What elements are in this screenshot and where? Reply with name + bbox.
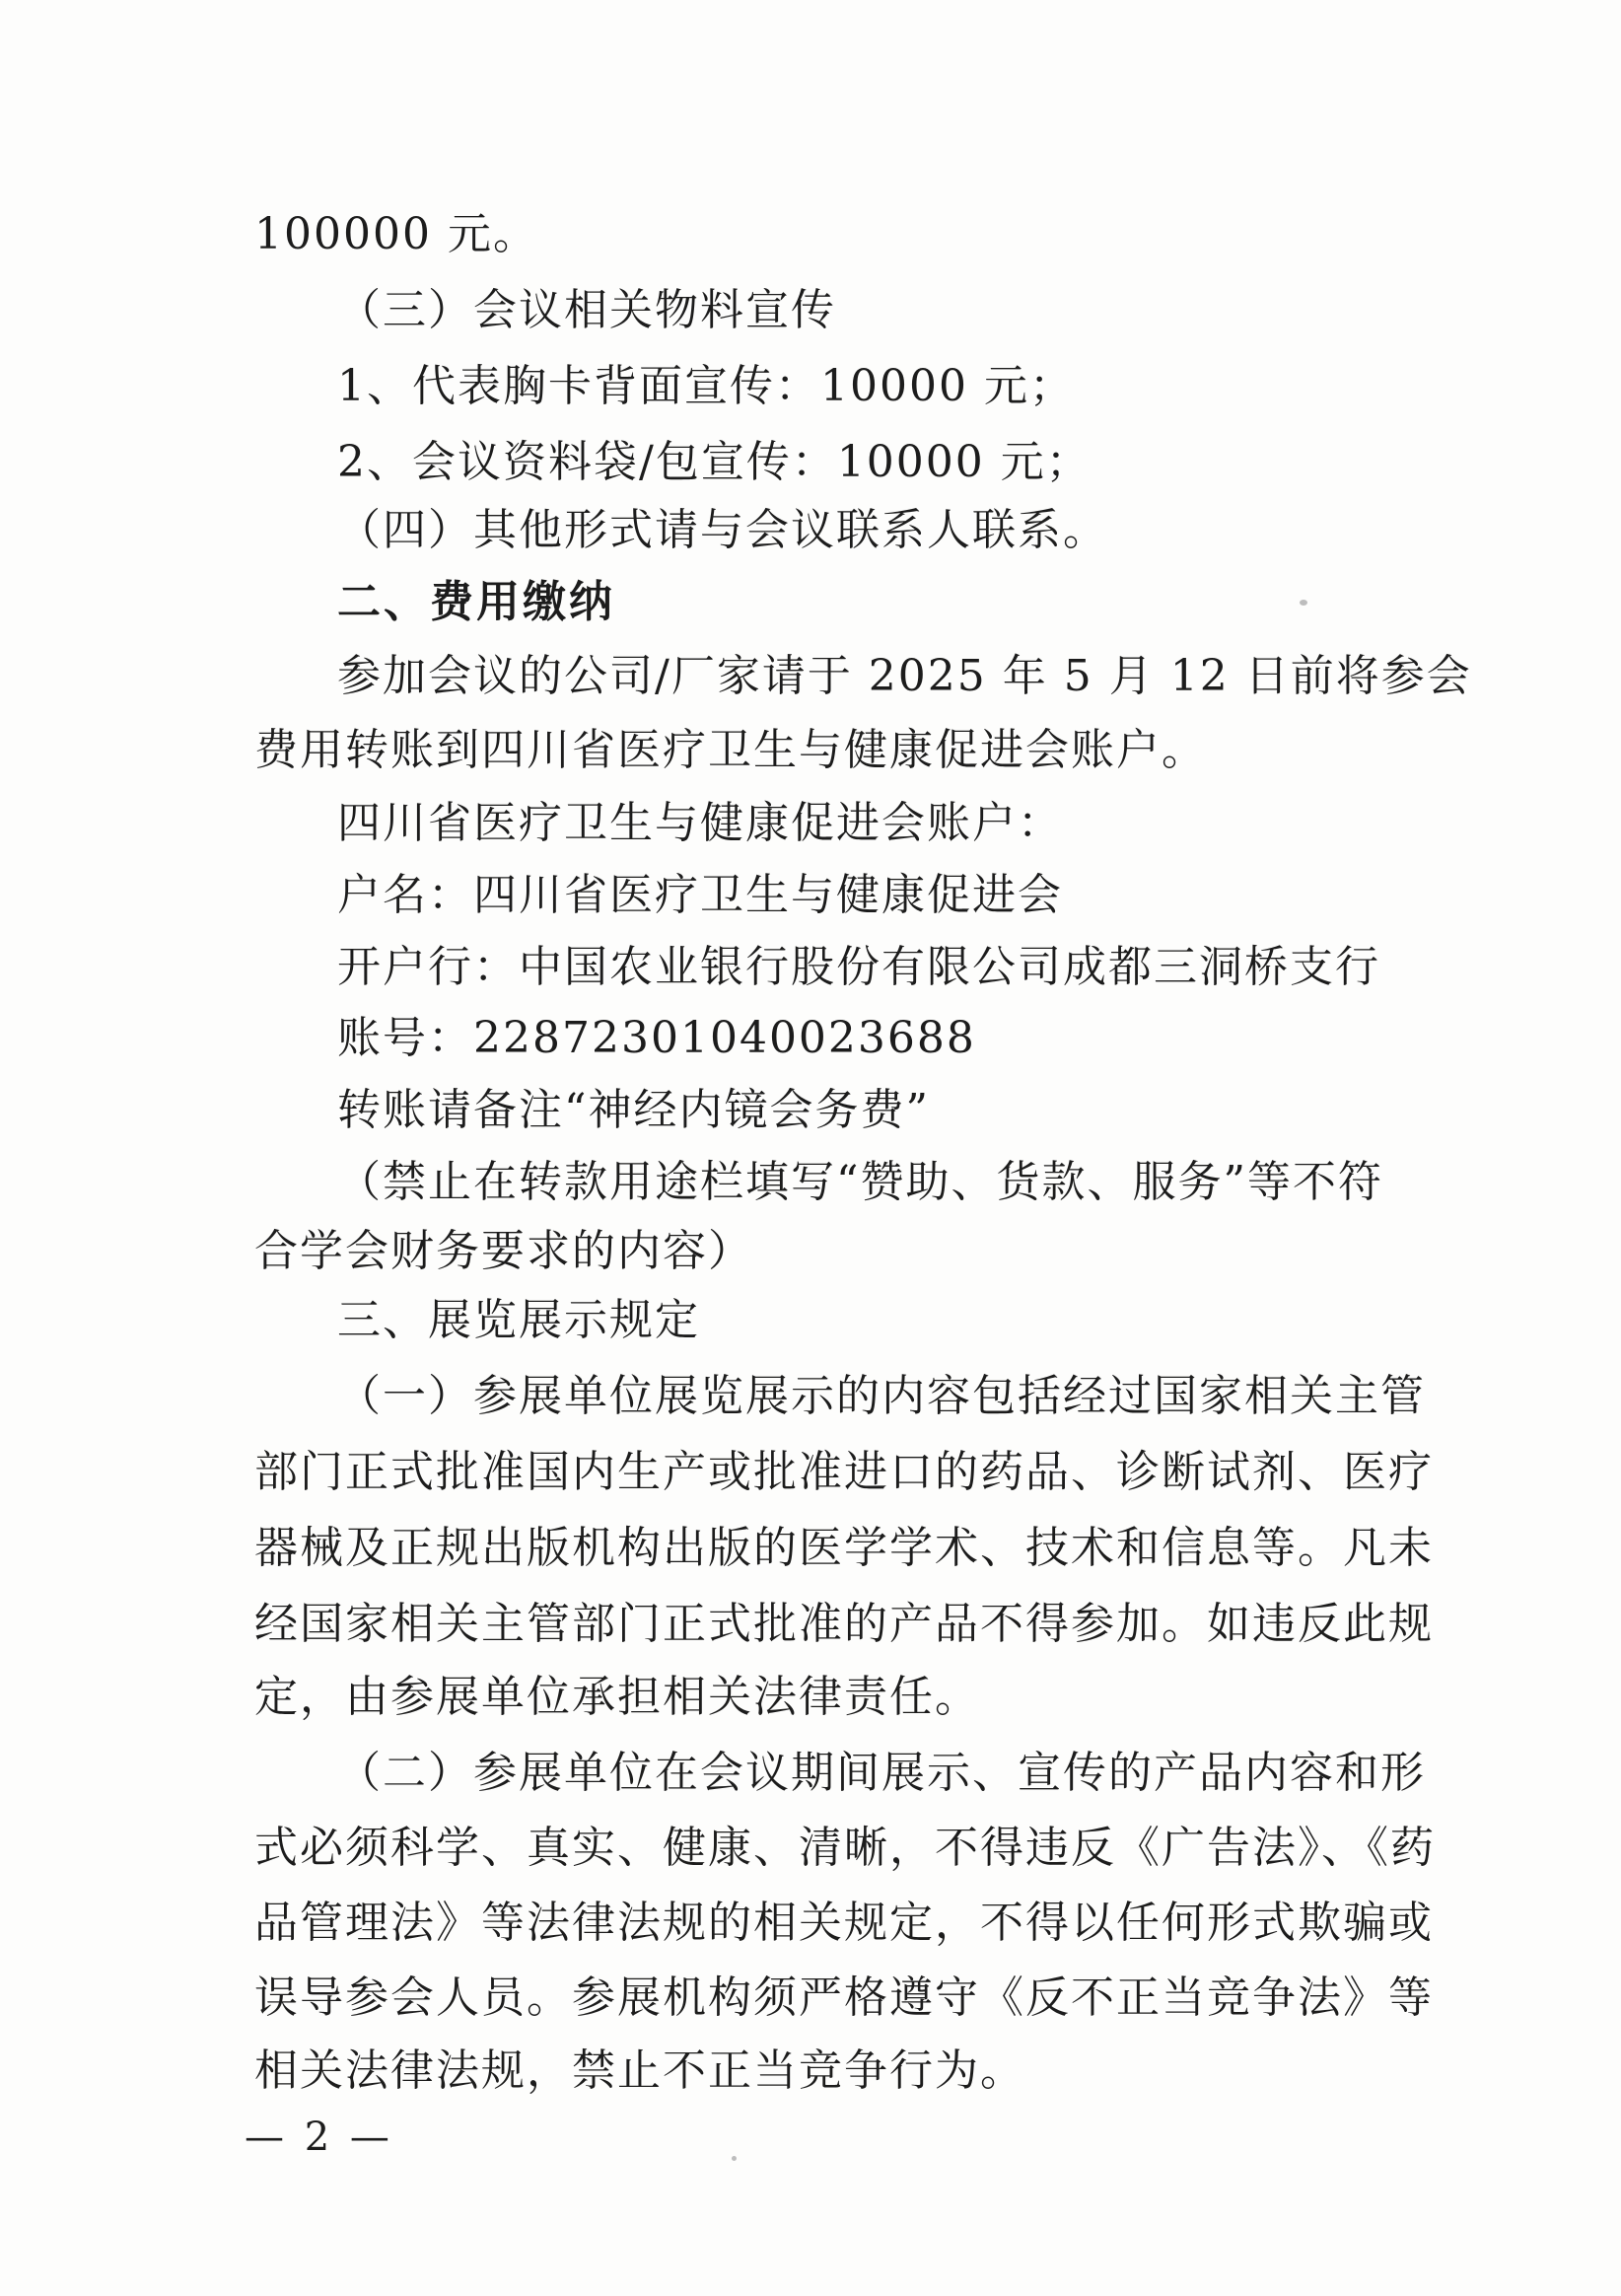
transfer-note: 转账请备注“神经内镜会务费” — [337, 1085, 930, 1135]
text-line: 部门正式批准国内生产或批准进口的药品、诊断试剂、医疗 — [254, 1447, 1434, 1497]
text-line: 100000 元。 — [254, 209, 538, 259]
text-line: 式必须科学、真实、健康、清晰，不得违反《广告法》、《药 — [254, 1823, 1436, 1873]
page-number: — 2 — — [245, 2115, 393, 2160]
section-heading-fees: 二、费用缴纳 — [337, 577, 615, 627]
text-line: （禁止在转款用途栏填写“赞助、货款、服务”等不符 — [337, 1157, 1383, 1207]
text-line: 2、会议资料袋/包宣传：10000 元； — [337, 437, 1092, 487]
text-line: （四）其他形式请与会议联系人联系。 — [337, 505, 1108, 555]
text-line: 相关法律法规，禁止不正当竞争行为。 — [254, 2045, 1025, 2096]
text-line: 器械及正规出版机构出版的医学学术、技术和信息等。凡未 — [254, 1523, 1434, 1573]
account-number: 账号：22872301040023688 — [337, 1013, 976, 1063]
text-line: 费用转账到四川省医疗卫生与健康促进会账户。 — [254, 725, 1207, 775]
text-line: 经国家相关主管部门正式批准的产品不得参加。如违反此规 — [254, 1599, 1434, 1649]
text-line: （一）参展单位展览展示的内容包括经过国家相关主管 — [337, 1371, 1426, 1421]
text-line: 1、代表胸卡背面宣传：10000 元； — [337, 361, 1075, 411]
account-name: 户名：四川省医疗卫生与健康促进会 — [337, 870, 1063, 920]
text-line: 误导参会人员。参展机构须严格遵守《反不正当竞争法》等 — [254, 1973, 1434, 2023]
text-line: 品管理法》等法律法规的相关规定，不得以任何形式欺骗或 — [254, 1898, 1434, 1948]
scan-speck — [1300, 600, 1307, 606]
bank-name: 开户行：中国农业银行股份有限公司成都三洞桥支行 — [337, 942, 1380, 992]
section-heading: （三）会议相关物料宣传 — [337, 285, 836, 335]
text-line: （二）参展单位在会议期间展示、宣传的产品内容和形 — [337, 1748, 1426, 1798]
text-line: 合学会财务要求的内容） — [254, 1226, 753, 1276]
text-line: 参加会议的公司/厂家请于 2025 年 5 月 12 日前将参会 — [337, 651, 1472, 701]
section-heading-exhibition: 三、展览展示规定 — [337, 1295, 700, 1345]
scan-speck — [732, 2156, 737, 2161]
text-line: 定，由参展单位承担相关法律责任。 — [254, 1672, 980, 1722]
text-line: 四川省医疗卫生与健康促进会账户： — [337, 798, 1063, 848]
